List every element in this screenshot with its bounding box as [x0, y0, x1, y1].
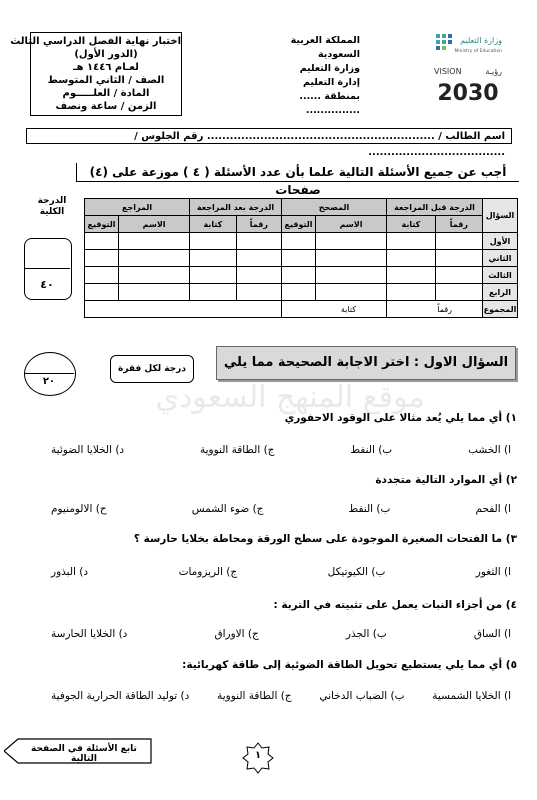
ministry-vision-logo: [432, 30, 506, 108]
total-grade-value: ٤٠: [40, 278, 54, 291]
grade-cell[interactable]: [190, 267, 237, 284]
ministry-header: [270, 34, 360, 118]
table-row: [85, 267, 518, 284]
grade-cell[interactable]: [236, 284, 281, 301]
next-page-note: تابع الأسئلة في الصفحة التالية: [31, 744, 137, 764]
question-5-options: [51, 690, 511, 702]
option[interactable]: د) الخلايا الحارسة: [51, 628, 128, 640]
option[interactable]: ج) الطاقة النووية: [217, 690, 292, 702]
subcol-digits: رقماً: [236, 216, 281, 233]
row-label: الرابع: [483, 284, 518, 301]
grade-cell[interactable]: [236, 267, 281, 284]
exam-duration: الزمن / ساعة ونصف: [55, 101, 157, 112]
grade-cell[interactable]: [316, 250, 387, 267]
grade-cell[interactable]: [387, 284, 436, 301]
option[interactable]: ج) الطاقة النووية: [199, 444, 275, 456]
grade-cell[interactable]: [236, 250, 281, 267]
section-score-divider: [24, 373, 74, 374]
section-score-value: ٢٠: [42, 376, 56, 387]
grade-cell[interactable]: [387, 250, 436, 267]
question-5: ٥) أي مما يلي يستطيع تحويل الطاقة الضوئية إلى طاقة كهربائية:: [182, 659, 517, 671]
grade-cell[interactable]: [316, 267, 387, 284]
option[interactable]: ا) الثغور: [475, 566, 511, 578]
education-dept: إدارة التعليم بمنطقة ......: [299, 77, 360, 102]
per-item-grade: درجة لكل فقرة: [110, 355, 194, 383]
section-title: السؤال الاول : اختر الاجابة الصحيحة مما يلي: [216, 346, 516, 380]
question-2: ٢) أي الموارد التالية متجددة: [375, 474, 517, 486]
grade-cell[interactable]: [119, 250, 190, 267]
grade-table: [84, 198, 518, 318]
option[interactable]: ا) الفحم: [475, 503, 511, 515]
grade-cell[interactable]: [190, 233, 237, 250]
option[interactable]: ا) الساق: [473, 628, 511, 640]
grade-cell[interactable]: [387, 233, 436, 250]
option[interactable]: د) الخلايا الضوئية: [51, 444, 125, 456]
option[interactable]: ج) الاوراق: [214, 628, 259, 640]
grade-cell[interactable]: [435, 284, 482, 301]
row-label: الثالث: [483, 267, 518, 284]
grade-cell[interactable]: [316, 233, 387, 250]
svg-text:VISION: VISION: [434, 67, 462, 76]
option[interactable]: ب) النفط: [348, 503, 391, 515]
table-row: [85, 233, 518, 250]
student-name-line[interactable]: [26, 128, 512, 158]
kingdom-name: المملكة العربية السعودية: [290, 35, 360, 60]
svg-text:رؤيـة: رؤيـة: [485, 67, 502, 76]
grade-cell[interactable]: [85, 233, 119, 250]
total-grade-label: الدرجة الكلية: [37, 196, 67, 217]
option[interactable]: ب) الضباب الدخاني: [319, 690, 405, 702]
exam-year: لعـام ١٤٤٦ هـ: [73, 62, 139, 73]
grade-cell[interactable]: [281, 284, 315, 301]
row-label-total: المجموع: [483, 301, 518, 318]
subcol-signature: التوقيع: [281, 216, 315, 233]
subcol-name: الاسم: [119, 216, 190, 233]
question-2-options: [51, 503, 511, 515]
total-digits-label: رقماً: [387, 301, 483, 318]
grade-cell[interactable]: [281, 267, 315, 284]
grade-cell[interactable]: [435, 267, 482, 284]
table-row: [85, 284, 518, 301]
grade-cell[interactable]: [85, 284, 119, 301]
student-name-label: اسم الطالب / ............................................................ رقم الجلوس / ....................................: [134, 131, 505, 158]
table-row-total: [85, 301, 518, 318]
option[interactable]: ا) الخلايا الشمسية: [432, 690, 511, 702]
subcol-words: كتابة: [190, 216, 237, 233]
option[interactable]: ب) النفط: [350, 444, 393, 456]
exam-title: اختبار نهاية الفصل الدراسي الثالث: [10, 36, 181, 47]
svg-text:2030: 2030: [437, 81, 499, 106]
grade-cell[interactable]: [85, 250, 119, 267]
grade-cell[interactable]: [119, 284, 190, 301]
row-label: الأول: [483, 233, 518, 250]
grade-cell[interactable]: [435, 233, 482, 250]
exam-instruction: أجب عن جميع الأسئلة التالية علما بأن عدد الأسئلة ( ٤ ) موزعة على (٤) صفحات: [76, 163, 519, 182]
question-1: ١) أي مما يلي يُعد مثالا على الوقود الاحفوري: [284, 412, 517, 424]
question-4-options: [51, 628, 511, 640]
question-4: ٤) من أجزاء النبات يعمل على تثبيته في التربة :: [273, 599, 517, 611]
subcol-name: الاسم: [316, 216, 387, 233]
total-words-label: كتابة: [281, 301, 386, 318]
option[interactable]: ا) الخشب: [468, 444, 511, 456]
grade-cell[interactable]: [281, 233, 315, 250]
grade-cell[interactable]: [281, 250, 315, 267]
page-number: ١: [254, 750, 262, 761]
svg-text:Ministry of Education: Ministry of Education: [454, 49, 502, 54]
grade-cell[interactable]: [435, 250, 482, 267]
grade-cell[interactable]: [119, 267, 190, 284]
grade-cell[interactable]: [190, 250, 237, 267]
option[interactable]: ج) الريزومات: [178, 566, 238, 578]
total-grade-divider: [24, 268, 70, 269]
grade-cell[interactable]: [236, 233, 281, 250]
grade-cell[interactable]: [190, 284, 237, 301]
grade-cell[interactable]: [85, 301, 282, 318]
col-corrector: المصحح: [281, 199, 386, 216]
col-question: السؤال: [483, 199, 518, 233]
table-row: [85, 250, 518, 267]
exam-subject: المادة / العلـــــوم: [62, 88, 150, 99]
exam-info-box: [10, 32, 182, 116]
exam-grade: الصف / الثاني المتوسط: [47, 75, 165, 86]
option[interactable]: ب) الجذر: [345, 628, 387, 640]
subcol-signature: التوقيع: [85, 216, 119, 233]
col-after-review: الدرجة بعد المراجعة: [190, 199, 282, 216]
option[interactable]: ح) الالومنيوم: [51, 503, 107, 515]
col-reviewer: المراجع: [85, 199, 190, 216]
svg-text:وزارة التعليم: وزارة التعليم: [460, 36, 502, 45]
row-label: الثاني: [483, 250, 518, 267]
grade-cell[interactable]: [387, 267, 436, 284]
question-3-options: [51, 566, 511, 578]
col-before-review: الدرجة قبل المراجعة: [387, 199, 483, 216]
grade-cell[interactable]: [85, 267, 119, 284]
exam-round: (الدور الأول): [74, 49, 138, 60]
question-3: ٣) ما الفتحات الصغيرة الموجودة على سطح الورقة ومحاطة بخلايا حارسة ؟: [133, 533, 517, 545]
ministry-name: وزارة التعليم: [299, 63, 360, 74]
subcol-words: كتابة: [387, 216, 436, 233]
section-score-circle: [24, 352, 76, 396]
grade-cell[interactable]: [316, 284, 387, 301]
option[interactable]: ب) الكيوتيكل: [327, 566, 386, 578]
watermark: موقع المنهج السعودي: [155, 380, 425, 415]
option[interactable]: ج) ضوء الشمس: [191, 503, 264, 515]
ministry-logo-icon: [432, 30, 506, 108]
grade-cell[interactable]: [119, 233, 190, 250]
option[interactable]: د) البذور: [51, 566, 89, 578]
question-1-options: [51, 444, 511, 456]
option[interactable]: د) توليد الطاقة الحرارية الجوفية: [51, 690, 190, 702]
subcol-digits: رقماً: [435, 216, 482, 233]
dept-dots: ...............: [305, 105, 360, 116]
